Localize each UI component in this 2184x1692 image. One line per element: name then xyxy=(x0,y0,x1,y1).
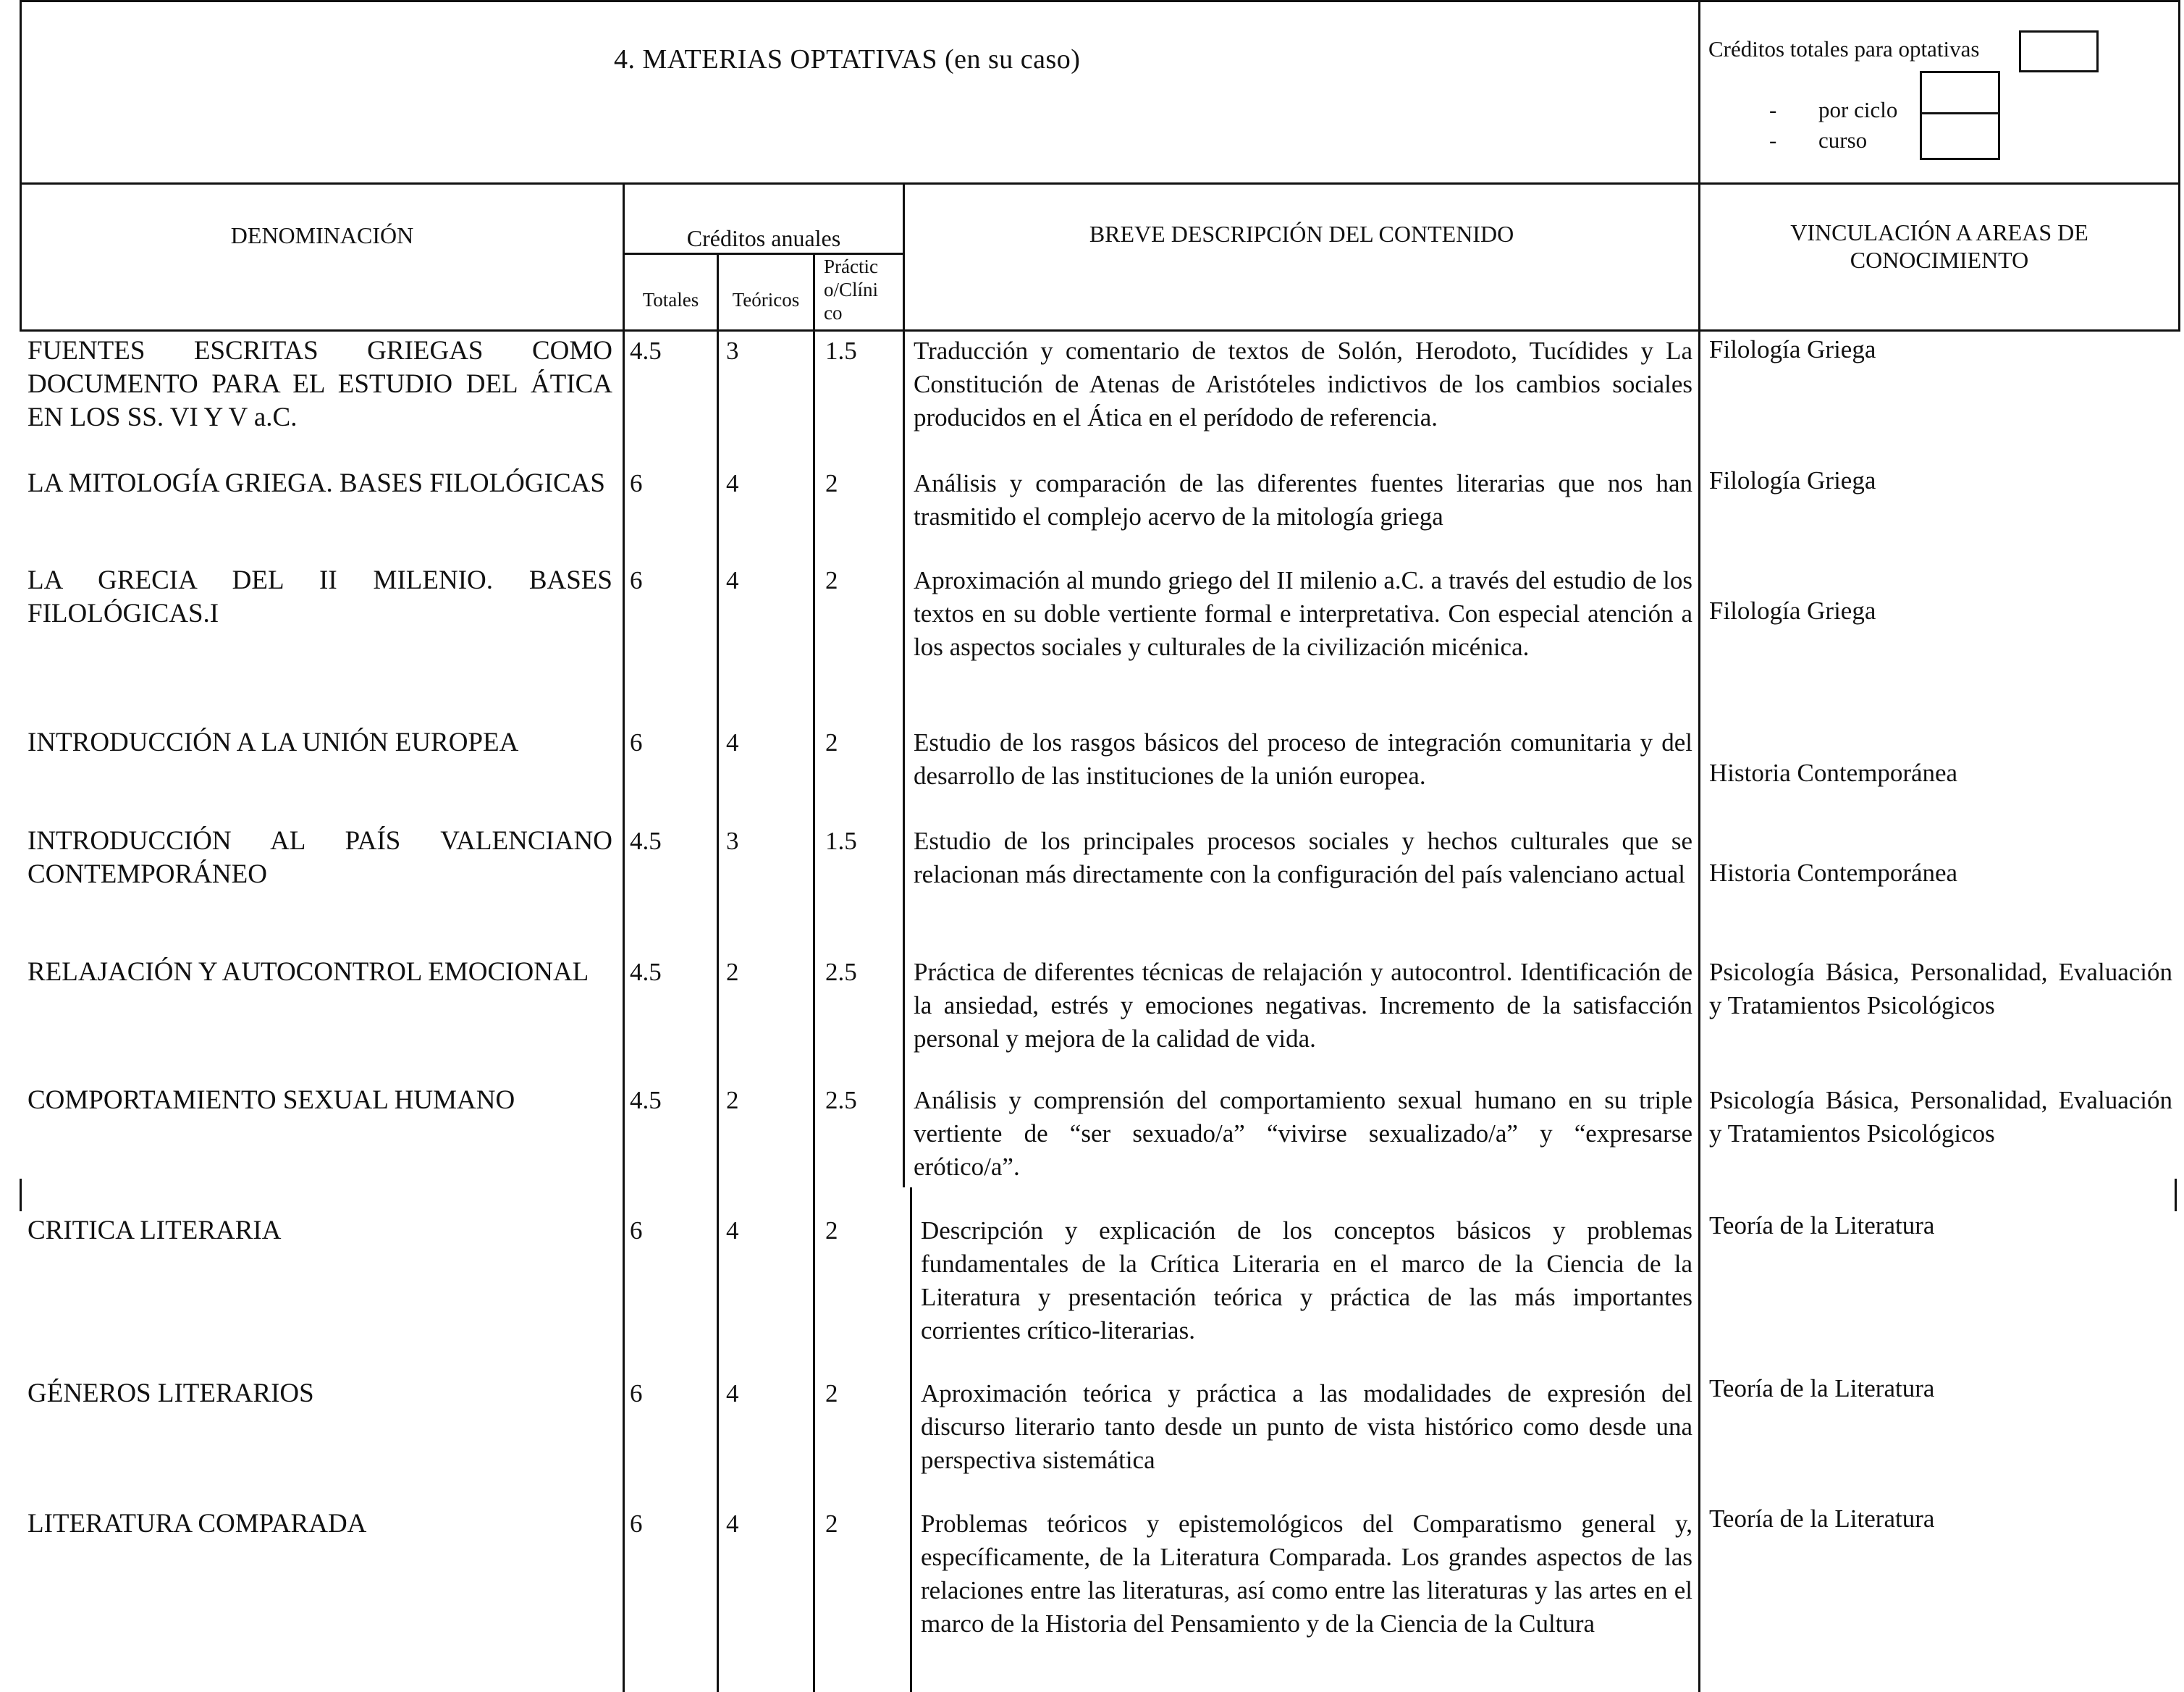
vline-denominacion xyxy=(623,184,625,1692)
subject-name: LITERATURA COMPARADA xyxy=(28,1509,367,1539)
subject-name: LA MITOLOGÍA GRIEGA. BASES FILOLÓGICAS xyxy=(28,468,605,498)
col-header-teoricos: Teóricos xyxy=(732,289,800,311)
subject-description: Aproximación teórica y práctica a las modalidades de expresión del discurso literario tanto desde un punto de vista histórico como desde una perspectiva sistemática xyxy=(921,1379,1692,1474)
credits-total-box[interactable] xyxy=(2019,30,2099,72)
subject-description: Análisis y comparación de las diferentes fuentes literarias que nos han trasmitido el complejo acervo de la mitología griega xyxy=(914,469,1692,531)
credits-total-label: Créditos totales para optativas xyxy=(1708,36,1980,62)
vline-teoricos xyxy=(813,254,815,1692)
credits-theory: 2 xyxy=(726,1086,739,1114)
lower-border-right xyxy=(2175,1179,2177,1211)
credits-total: 4.5 xyxy=(630,827,662,855)
subject-name: RELAJACIÓN Y AUTOCONTROL EMOCIONAL xyxy=(28,957,589,987)
col-header-creditos-anuales: Créditos anuales xyxy=(686,225,841,251)
credits-theory: 4 xyxy=(726,1216,739,1245)
credits-practice: 1.5 xyxy=(825,827,857,855)
column-header-divider xyxy=(20,329,2180,332)
credits-theory: 2 xyxy=(726,958,739,986)
subject-description: Estudio de los rasgos básicos del proceso de integración comunitaria y del desarrollo de las instituciones de la unión europea. xyxy=(914,728,1692,790)
credits-total: 6 xyxy=(630,1216,643,1245)
knowledge-area: Historia Contemporánea xyxy=(1709,759,1958,787)
col-header-denominacion: DENOMINACIÓN xyxy=(230,222,414,248)
vline-creditos-lower xyxy=(910,1187,912,1692)
credits-total: 6 xyxy=(630,728,643,757)
col-header-descripcion: BREVE DESCRIPCIÓN DEL CONTENIDO xyxy=(1089,221,1514,247)
credits-total: 6 xyxy=(630,1510,643,1538)
col-header-practicos-l1: Práctic xyxy=(824,256,878,277)
section-title: 4. MATERIAS OPTATIVAS (en su caso) xyxy=(614,44,1081,75)
credits-practice: 2.5 xyxy=(825,1086,857,1114)
knowledge-area: Psicología Básica, Personalidad, Evaluación y Tratamientos Psicológicos xyxy=(1709,1086,2172,1148)
subject-name: GÉNEROS LITERARIOS xyxy=(28,1379,314,1408)
credits-total: 4.5 xyxy=(630,958,662,986)
credits-theory: 4 xyxy=(726,566,739,594)
knowledge-area: Filología Griega xyxy=(1709,597,1876,625)
subject-description: Aproximación al mundo griego del II milenio a.C. a través del estudio de los textos en su doble vertiente formal e interpretativa. Con especial atención a los aspectos sociales y culturales de la civilización micénica. xyxy=(914,566,1692,661)
subject-description: Traducción y comentario de textos de Solón, Herodoto, Tucídides y La Constitución de Atenas de Aristóteles indictivos de los cambios sociales producidos en el Ática en el perídodo de referencia. xyxy=(914,337,1692,432)
credits-total: 6 xyxy=(630,1379,643,1407)
per-course-box[interactable] xyxy=(1920,112,2000,160)
knowledge-area: Psicología Básica, Personalidad, Evaluación y Tratamientos Psicológicos xyxy=(1709,958,2172,1019)
subject-description: Descripción y explicación de los conceptos básicos y problemas fundamentales de la Crítica Literaria en el marco de la Ciencia de la Literatura y presentación teórica y práctica de las más importantes corrientes crítico-literarias. xyxy=(921,1216,1692,1344)
credits-theory: 4 xyxy=(726,1379,739,1407)
credits-total: 6 xyxy=(630,469,643,497)
credits-practice: 1.5 xyxy=(825,337,857,365)
subject-name: COMPORTAMIENTO SEXUAL HUMANO xyxy=(28,1085,515,1115)
credits-theory: 4 xyxy=(726,728,739,757)
credits-practice: 2 xyxy=(825,728,838,757)
subject-description: Problemas teóricos y epistemológicos del Comparatismo general y, específicamente, de la Literatura Comparada. Los grandes aspectos de las relaciones entre las literaturas, así como entre las literaturas y las artes en el marco de la Historia del Pensamiento y de la Ciencia de la Cultura xyxy=(921,1510,1692,1638)
subject-name: INTRODUCCIÓN AL PAÍS VALENCIANO CONTEMPORÁNEO xyxy=(28,826,612,889)
credits-theory: 3 xyxy=(726,827,739,855)
knowledge-area: Historia Contemporánea xyxy=(1709,859,1958,887)
col-header-vinculacion-l1: VINCULACIÓN A AREAS DE xyxy=(1790,219,2088,245)
credits-theory: 4 xyxy=(726,1510,739,1538)
subject-name: LA GRECIA DEL II MILENIO. BASES FILOLÓGICAS.I xyxy=(28,565,612,628)
knowledge-area: Teoría de la Literatura xyxy=(1709,1504,1935,1533)
subject-description: Estudio de los principales procesos sociales y hechos culturales que se relacionan más directamente con la configuración del país valenciano actual xyxy=(914,827,1692,888)
credits-theory: 3 xyxy=(726,337,739,365)
credits-practice: 2 xyxy=(825,1379,838,1407)
subject-name: CRITICA LITERARIA xyxy=(28,1216,282,1245)
subject-name: FUENTES ESCRITAS GRIEGAS COMO DOCUMENTO PARA EL ESTUDIO DEL ÁTICA EN LOS SS. VI Y V a.C. xyxy=(28,336,612,432)
credits-theory: 4 xyxy=(726,469,739,497)
knowledge-area: Filología Griega xyxy=(1709,466,1876,494)
col-header-vinculacion-l2: CONOCIMIENTO xyxy=(1850,247,2029,273)
per-cycle-label: por ciclo xyxy=(1818,97,1898,122)
per-course-label: curso xyxy=(1818,127,1868,153)
lower-border-left xyxy=(20,1179,22,1211)
per-course-dash: - xyxy=(1769,127,1777,153)
table-border-top xyxy=(20,0,2180,2)
credits-practice: 2 xyxy=(825,1216,838,1245)
vline-totales xyxy=(717,254,719,1692)
col-header-practicos-l3: co xyxy=(824,302,843,324)
credits-total: 6 xyxy=(630,566,643,594)
col-header-practicos-l2: o/Clíni xyxy=(824,279,879,300)
subject-description: Práctica de diferentes técnicas de relajación y autocontrol. Identificación de la ansiedad, estrés y emociones negativas. Incremento de la satisfacción personal y mejora de la calidad de vida. xyxy=(914,958,1692,1053)
vline-creditos xyxy=(903,184,905,1187)
knowledge-area: Filología Griega xyxy=(1709,335,1876,363)
subject-description: Análisis y comprensión del comportamiento sexual humano en su triple vertiente de “ser sexuado/a” “vivirse sexualizado/a” y “expresarse erótico/a”. xyxy=(914,1086,1692,1181)
credits-total: 4.5 xyxy=(630,1086,662,1114)
credits-practice: 2.5 xyxy=(825,958,857,986)
credits-total: 4.5 xyxy=(630,337,662,365)
header-divider xyxy=(20,182,2180,185)
knowledge-area: Teoría de la Literatura xyxy=(1709,1374,1935,1402)
col-header-totales: Totales xyxy=(642,289,699,311)
per-cycle-dash: - xyxy=(1769,97,1777,122)
credits-practice: 2 xyxy=(825,566,838,594)
credits-practice: 2 xyxy=(825,1510,838,1538)
table-border-left xyxy=(20,0,22,332)
knowledge-area: Teoría de la Literatura xyxy=(1709,1211,1935,1239)
table-border-right xyxy=(2178,0,2180,332)
subject-name: INTRODUCCIÓN A LA UNIÓN EUROPEA xyxy=(28,728,519,757)
credits-practice: 2 xyxy=(825,469,838,497)
